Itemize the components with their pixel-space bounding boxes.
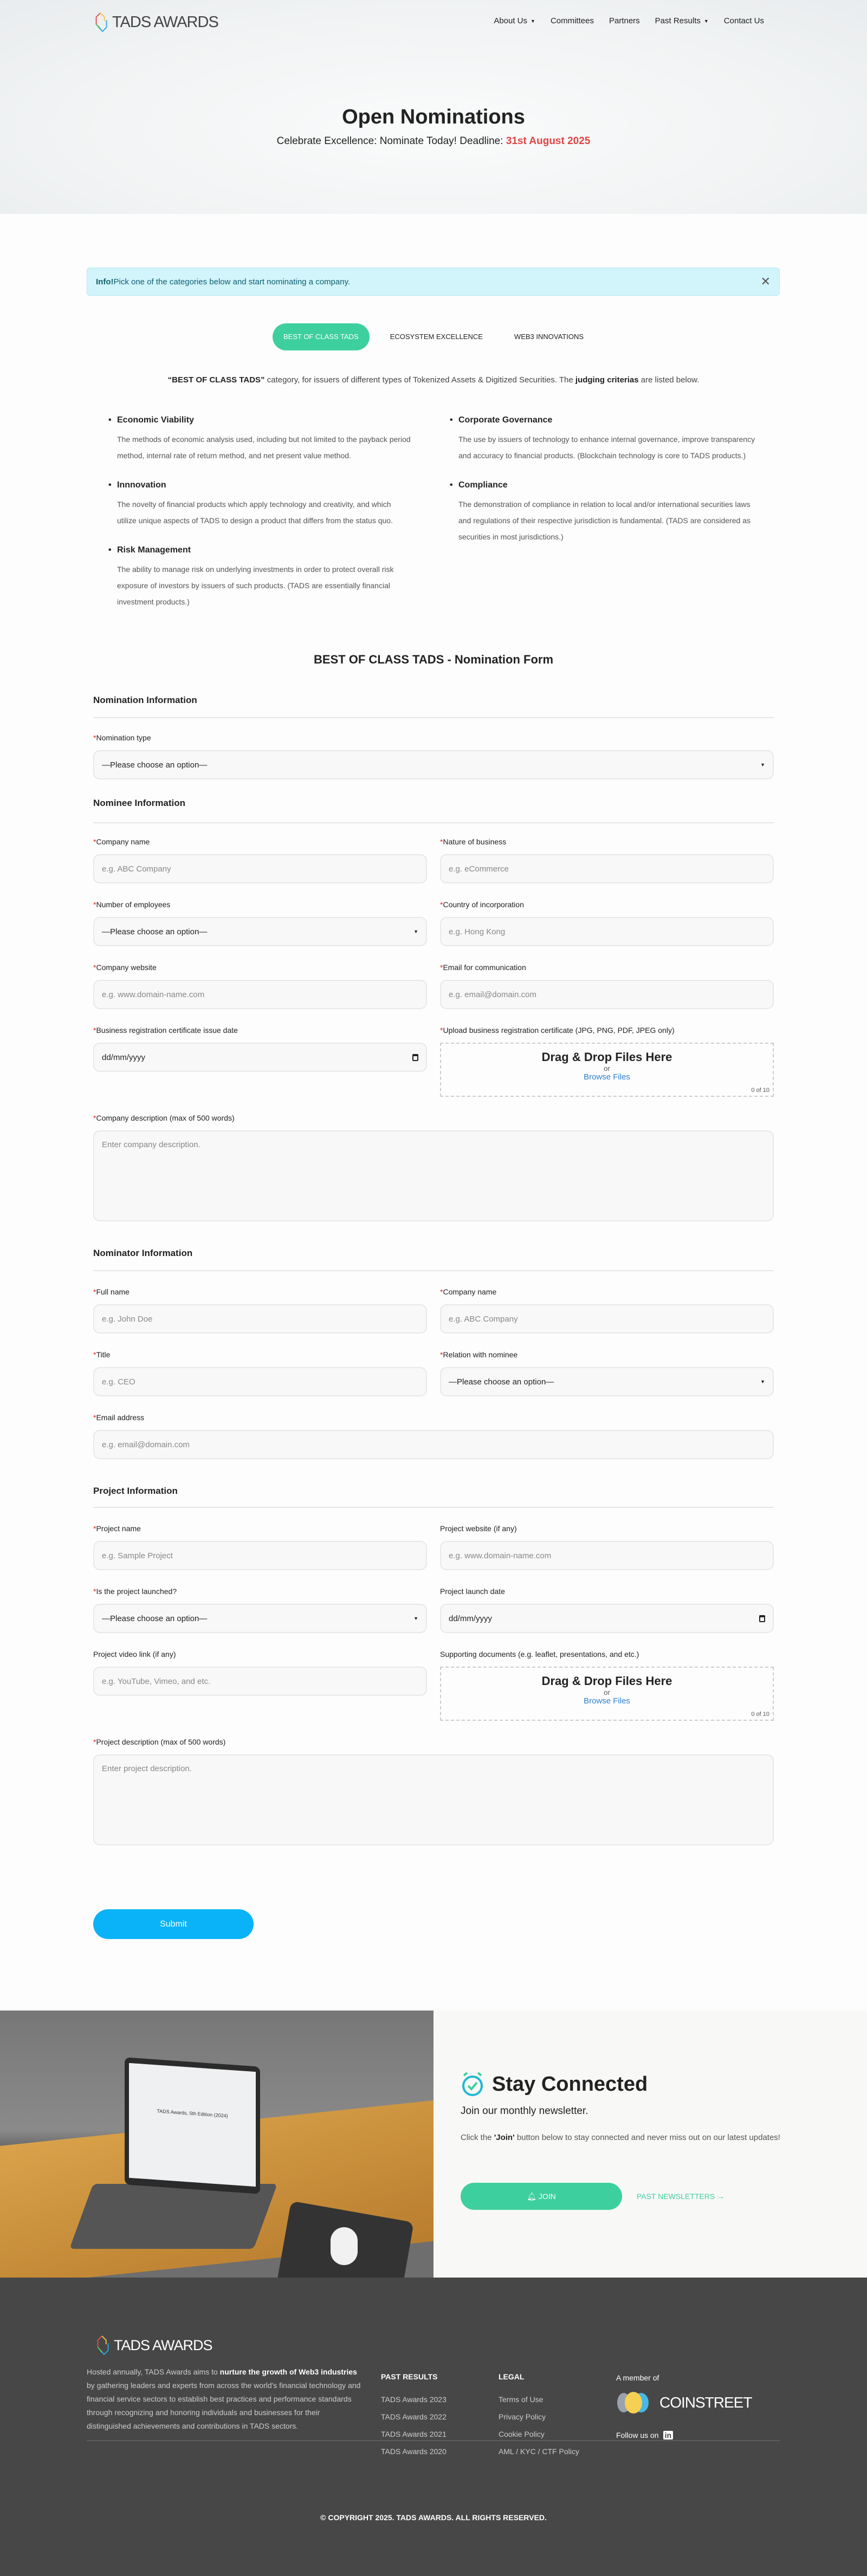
join-button[interactable]: 🔔︎ JOIN bbox=[461, 2183, 622, 2210]
tab-ecosystem-excellence[interactable]: ECOSYSTEM EXCELLENCE bbox=[390, 333, 483, 341]
criterion-text: The ability to manage risk on underlying investments in order to protect overall risk exposure of investors by issuers of such products. (TADS are essentially financial investment products.) bbox=[117, 565, 394, 606]
field-label: *Company website bbox=[93, 963, 157, 972]
heading-text: Stay Connected bbox=[492, 2072, 648, 2096]
title-input[interactable]: e.g. CEO bbox=[93, 1367, 427, 1396]
nature-of-business-input[interactable]: e.g. eCommerce bbox=[440, 854, 774, 883]
nav-label: About Us bbox=[494, 16, 528, 25]
intro-text: are listed below. bbox=[638, 375, 700, 385]
newsletter-subtitle: Join our monthly newsletter. bbox=[461, 2105, 588, 2117]
launch-date-input[interactable]: dd/mm/yyyy bbox=[440, 1604, 774, 1633]
criterion bbox=[108, 414, 412, 464]
footer-logo[interactable] bbox=[96, 2335, 212, 2356]
country-input[interactable]: e.g. Hong Kong bbox=[440, 917, 774, 946]
divider bbox=[93, 822, 774, 823]
field-label: *Number of employees bbox=[93, 900, 171, 909]
criterion bbox=[108, 544, 412, 610]
field-label: *Company name bbox=[440, 1287, 497, 1296]
info-alert bbox=[87, 268, 780, 296]
logo-mark-icon bbox=[96, 2335, 111, 2356]
intro-text: category, for issuers of different types of Tokenized Assets & Digitized Securities. The bbox=[264, 375, 575, 385]
past-newsletters-link[interactable]: PAST NEWSLETTERS → bbox=[637, 2192, 725, 2201]
category-intro bbox=[0, 375, 867, 385]
submit-button[interactable]: Submit bbox=[93, 1909, 254, 1939]
footer bbox=[0, 2278, 867, 2576]
field-label: *Full name bbox=[93, 1287, 130, 1296]
form-title: BEST OF CLASS TADS - Nomination Form bbox=[313, 653, 554, 666]
criterion-title: • Economic Viability bbox=[108, 414, 412, 427]
newsletter-text: Click the 'Join' button below to stay connected and never miss out on our latest updates! bbox=[461, 2133, 780, 2142]
alert-text: Pick one of the categories below and start nominating a company. bbox=[113, 277, 351, 287]
video-link-input[interactable]: e.g. YouTube, Vimeo, and etc. bbox=[93, 1667, 427, 1696]
close-icon[interactable]: ✕ bbox=[760, 275, 771, 288]
intro-bold: judging criterias bbox=[575, 375, 639, 385]
footer-link[interactable]: Privacy Policy bbox=[499, 2412, 546, 2421]
logo[interactable] bbox=[95, 12, 218, 32]
tab-best-of-class-tads[interactable]: BEST OF CLASS TADS bbox=[273, 323, 370, 350]
newsletter-heading bbox=[461, 2071, 648, 2097]
field-label: *Company description (max of 500 words) bbox=[93, 1114, 235, 1122]
field-label: Project launch date bbox=[440, 1587, 505, 1596]
criterion-text: The novelty of financial products which apply technology and creativity, and which utilize unique aspects of TADS to design a product that differs from the status quo. bbox=[117, 500, 393, 525]
column-title: PAST RESULTS bbox=[381, 2372, 438, 2381]
divider bbox=[93, 1270, 774, 1271]
field-label: *Is the project launched? bbox=[93, 1587, 177, 1596]
company-website-input[interactable]: e.g. www.domain-name.com bbox=[93, 980, 427, 1009]
logo-text: TADS AWARDS bbox=[112, 13, 218, 31]
newsletter-section bbox=[434, 2011, 867, 2278]
page-title: Open Nominations bbox=[342, 106, 525, 128]
browse-files-link[interactable]: Browse Files bbox=[584, 1696, 630, 1706]
footer-about: Hosted annually, TADS Awards aims to nurture the growth of Web3 industries by gathering leaders and experts from across the world's financial technology and financial service sectors to establish best practices and performance standards through recognizing and honoring individuals and businesses for their distinguished achievements and contributions in TADS sectors. bbox=[87, 2367, 361, 2430]
follow-label: Follow us on bbox=[616, 2431, 659, 2440]
nominator-email-input[interactable]: e.g. email@domain.com bbox=[93, 1430, 774, 1459]
logo-mark-icon bbox=[95, 12, 109, 32]
nav-partners[interactable] bbox=[609, 16, 640, 25]
project-name-input[interactable]: e.g. Sample Project bbox=[93, 1541, 427, 1570]
linkedin-icon[interactable]: in bbox=[663, 2431, 673, 2440]
field-label: *Project name bbox=[93, 1524, 141, 1533]
laptop-screen-title: TADS Awards, 5th Edition (2024) bbox=[129, 2063, 256, 2187]
nav-contact-us[interactable] bbox=[724, 16, 764, 25]
email-input[interactable]: e.g. email@domain.com bbox=[440, 980, 774, 1009]
field-label: *Upload business registration certificate (JPG, PNG, PDF, JPEG only) bbox=[440, 1026, 675, 1035]
field-label: Supporting documents (e.g. leaflet, presentations, and etc.) bbox=[440, 1650, 639, 1658]
caret-down-icon: ▼ bbox=[413, 1616, 418, 1621]
criteria-right bbox=[450, 414, 764, 560]
alert-strong: Info! bbox=[96, 277, 114, 287]
project-description-textarea[interactable]: Enter project description. bbox=[93, 1754, 774, 1845]
divider bbox=[93, 1507, 774, 1508]
employees-select[interactable]: —Please choose an option— ▼ bbox=[93, 917, 427, 946]
criterion bbox=[450, 414, 764, 464]
bell-icon: 🔔︎ bbox=[527, 2192, 539, 2201]
field-label: *Nomination type bbox=[93, 733, 151, 742]
nomination-type-select[interactable]: —Please choose an option— ▼ bbox=[93, 750, 774, 779]
hero-subtitle bbox=[0, 135, 867, 147]
copyright: © COPYRIGHT 2025. TADS AWARDS. ALL RIGHTS RESERVED. bbox=[320, 2513, 547, 2522]
documents-dropzone[interactable]: Drag & Drop Files Here or Browse Files 0 of 10 bbox=[440, 1667, 774, 1721]
nav-label: Past Results bbox=[655, 16, 701, 25]
certificate-dropzone[interactable]: Drag & Drop Files Here or Browse Files 0 of 10 bbox=[440, 1043, 774, 1097]
tab-web3-innovations[interactable]: WEB3 INNOVATIONS bbox=[514, 333, 584, 341]
criteria-left bbox=[108, 414, 412, 625]
criterion-text: The use by issuers of technology to enhance internal governance, improve transparency and accuracy to financial products. (Blockchain technology is core to TADS products.) bbox=[458, 435, 755, 460]
browse-files-link[interactable]: Browse Files bbox=[584, 1072, 630, 1082]
coinstreet-logo[interactable] bbox=[616, 2391, 752, 2415]
footer-link[interactable]: TADS Awards 2023 bbox=[381, 2395, 447, 2404]
relation-select[interactable]: —Please choose an option— ▼ bbox=[440, 1367, 774, 1396]
field-label: *Email for communication bbox=[440, 963, 526, 972]
footer-legal bbox=[499, 2372, 579, 2464]
footer-link[interactable]: TADS Awards 2021 bbox=[381, 2430, 447, 2438]
field-label: *Project description (max of 500 words) bbox=[93, 1738, 226, 1746]
footer-link[interactable]: AML / KYC / CTF Policy bbox=[499, 2447, 579, 2456]
footer-past-results bbox=[381, 2372, 447, 2464]
intro-cat: “BEST OF CLASS TADS” bbox=[167, 375, 265, 385]
main-nav bbox=[494, 16, 764, 25]
footer-link[interactable]: TADS Awards 2022 bbox=[381, 2412, 447, 2421]
section-heading: Nominator Information bbox=[93, 1248, 193, 1258]
newsletter-image bbox=[0, 2011, 434, 2278]
caret-down-icon: ▼ bbox=[703, 18, 709, 24]
nav-committees[interactable] bbox=[551, 16, 594, 25]
footer-link[interactable]: Cookie Policy bbox=[499, 2430, 545, 2438]
nominator-company-input[interactable]: e.g. ABC Company bbox=[440, 1304, 774, 1333]
field-label: *Email address bbox=[93, 1413, 145, 1422]
criterion-title: • Compliance bbox=[450, 479, 764, 492]
nav-label: Contact Us bbox=[723, 16, 764, 25]
criterion-text: The methods of economic analysis used, including but not limited to the payback period method, internal rate of return method, and net present value method. bbox=[117, 435, 411, 460]
footer-link[interactable]: Terms of Use bbox=[499, 2395, 544, 2404]
nav-label: Committees bbox=[550, 16, 594, 25]
project-launched-select[interactable]: —Please choose an option— ▼ bbox=[93, 1604, 427, 1633]
footer-member bbox=[616, 2373, 752, 2448]
caret-down-icon: ▼ bbox=[413, 929, 418, 934]
section-heading: Project Information bbox=[93, 1486, 178, 1496]
field-label: *Relation with nominee bbox=[440, 1350, 518, 1359]
deadline: 31st August 2025 bbox=[506, 135, 591, 147]
field-label: Project video link (if any) bbox=[93, 1650, 176, 1658]
criterion-text: The demonstration of compliance in relation to local and/or international securities laws and regulations of their respective jurisdiction is fundamental. (TADS are considered as securities in most jurisdictions.) bbox=[458, 500, 751, 541]
full-name-input[interactable]: e.g. John Doe bbox=[93, 1304, 427, 1333]
caret-down-icon: ▼ bbox=[530, 18, 535, 24]
nav-label: Partners bbox=[609, 16, 640, 25]
follow-us bbox=[616, 2431, 752, 2440]
section-heading: Nomination Information bbox=[93, 695, 197, 705]
subtitle-text: Celebrate Excellence: Nominate Today! Deadline: bbox=[276, 135, 506, 147]
section-heading: Nominee Information bbox=[93, 798, 186, 808]
field-label: *Nature of business bbox=[440, 837, 507, 846]
category-tabs bbox=[0, 323, 867, 350]
nomination-form bbox=[93, 693, 774, 1862]
member-label: A member of bbox=[616, 2373, 659, 2382]
footer-divider bbox=[87, 2440, 780, 2441]
column-title: LEGAL bbox=[499, 2372, 525, 2381]
nav-about-us[interactable] bbox=[494, 16, 535, 25]
calendar-icon bbox=[759, 1615, 765, 1622]
criterion-title: • Innnovation bbox=[108, 479, 412, 492]
field-label: *Title bbox=[93, 1350, 111, 1359]
hero-section bbox=[0, 0, 867, 214]
criterion-title: • Risk Management bbox=[108, 544, 412, 557]
field-label: *Company name bbox=[93, 837, 150, 846]
coinstreet-text: COINSTREET bbox=[659, 2394, 752, 2411]
nav-past-results[interactable] bbox=[655, 16, 709, 25]
criterion bbox=[450, 479, 764, 545]
caret-down-icon: ▼ bbox=[760, 762, 765, 767]
criterion bbox=[108, 479, 412, 529]
company-description-textarea[interactable]: Enter company description. bbox=[93, 1130, 774, 1221]
coinstreet-mark-icon bbox=[616, 2391, 655, 2415]
registration-date-input[interactable]: dd/mm/yyyy bbox=[93, 1043, 427, 1072]
caret-down-icon: ▼ bbox=[760, 1379, 765, 1384]
alarm-check-icon bbox=[461, 2071, 484, 2097]
footer-link[interactable]: TADS Awards 2020 bbox=[381, 2447, 447, 2456]
company-name-input[interactable]: e.g. ABC Company bbox=[93, 854, 427, 883]
field-label: Project website (if any) bbox=[440, 1524, 517, 1533]
field-label: *Country of incorporation bbox=[440, 900, 524, 909]
project-website-input[interactable]: e.g. www.domain-name.com bbox=[440, 1541, 774, 1570]
field-label: *Business registration certificate issue date bbox=[93, 1026, 238, 1035]
criterion-title: • Corporate Governance bbox=[450, 414, 764, 427]
calendar-icon bbox=[412, 1054, 418, 1061]
divider bbox=[93, 717, 774, 718]
logo-text: TADS AWARDS bbox=[114, 2337, 212, 2353]
